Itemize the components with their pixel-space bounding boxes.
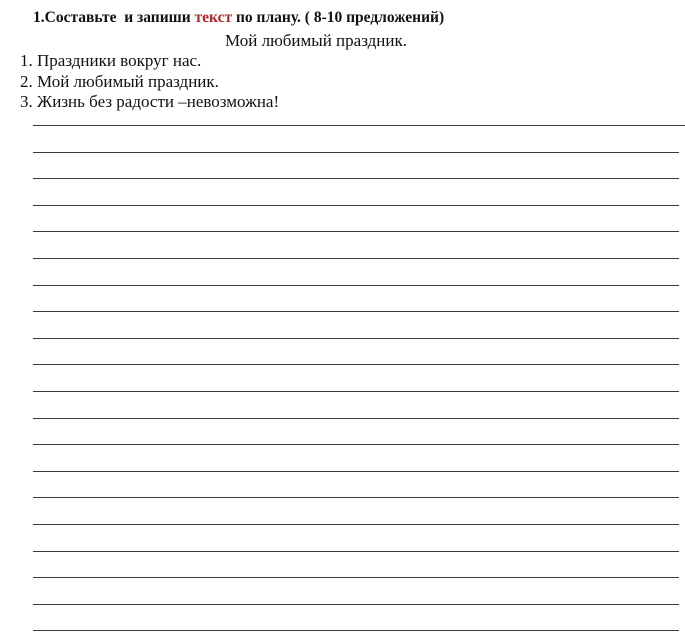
writing-line (33, 231, 679, 232)
writing-line (33, 604, 679, 605)
plan-item-2: 2. Мой любимый праздник. (20, 71, 219, 91)
writing-line (33, 524, 679, 525)
writing-line (33, 364, 679, 365)
writing-line (33, 418, 679, 419)
writing-line (33, 471, 679, 472)
writing-line (33, 444, 679, 445)
writing-line (33, 285, 679, 286)
writing-line (33, 497, 679, 498)
writing-line (33, 551, 679, 552)
writing-line (33, 338, 679, 339)
writing-line (33, 205, 679, 206)
writing-line (33, 258, 679, 259)
task-instruction-prefix: 1.Составьте и запиши (33, 9, 195, 26)
task-instruction-highlight: текст (194, 9, 233, 26)
writing-line (33, 125, 685, 126)
writing-line (33, 178, 679, 179)
writing-line (33, 630, 679, 631)
plan-item-1: 1. Праздники вокруг нас. (20, 51, 202, 70)
writing-line (33, 391, 679, 392)
writing-line (33, 577, 679, 578)
task-instruction-suffix: по плану. ( 8-10 предложений) (232, 9, 445, 26)
essay-topic-title: Мой любимый праздник. (225, 31, 407, 50)
writing-line (33, 311, 679, 312)
plan-item-3: 3. Жизнь без радости –невозможна! (20, 92, 280, 111)
writing-line (33, 152, 679, 153)
